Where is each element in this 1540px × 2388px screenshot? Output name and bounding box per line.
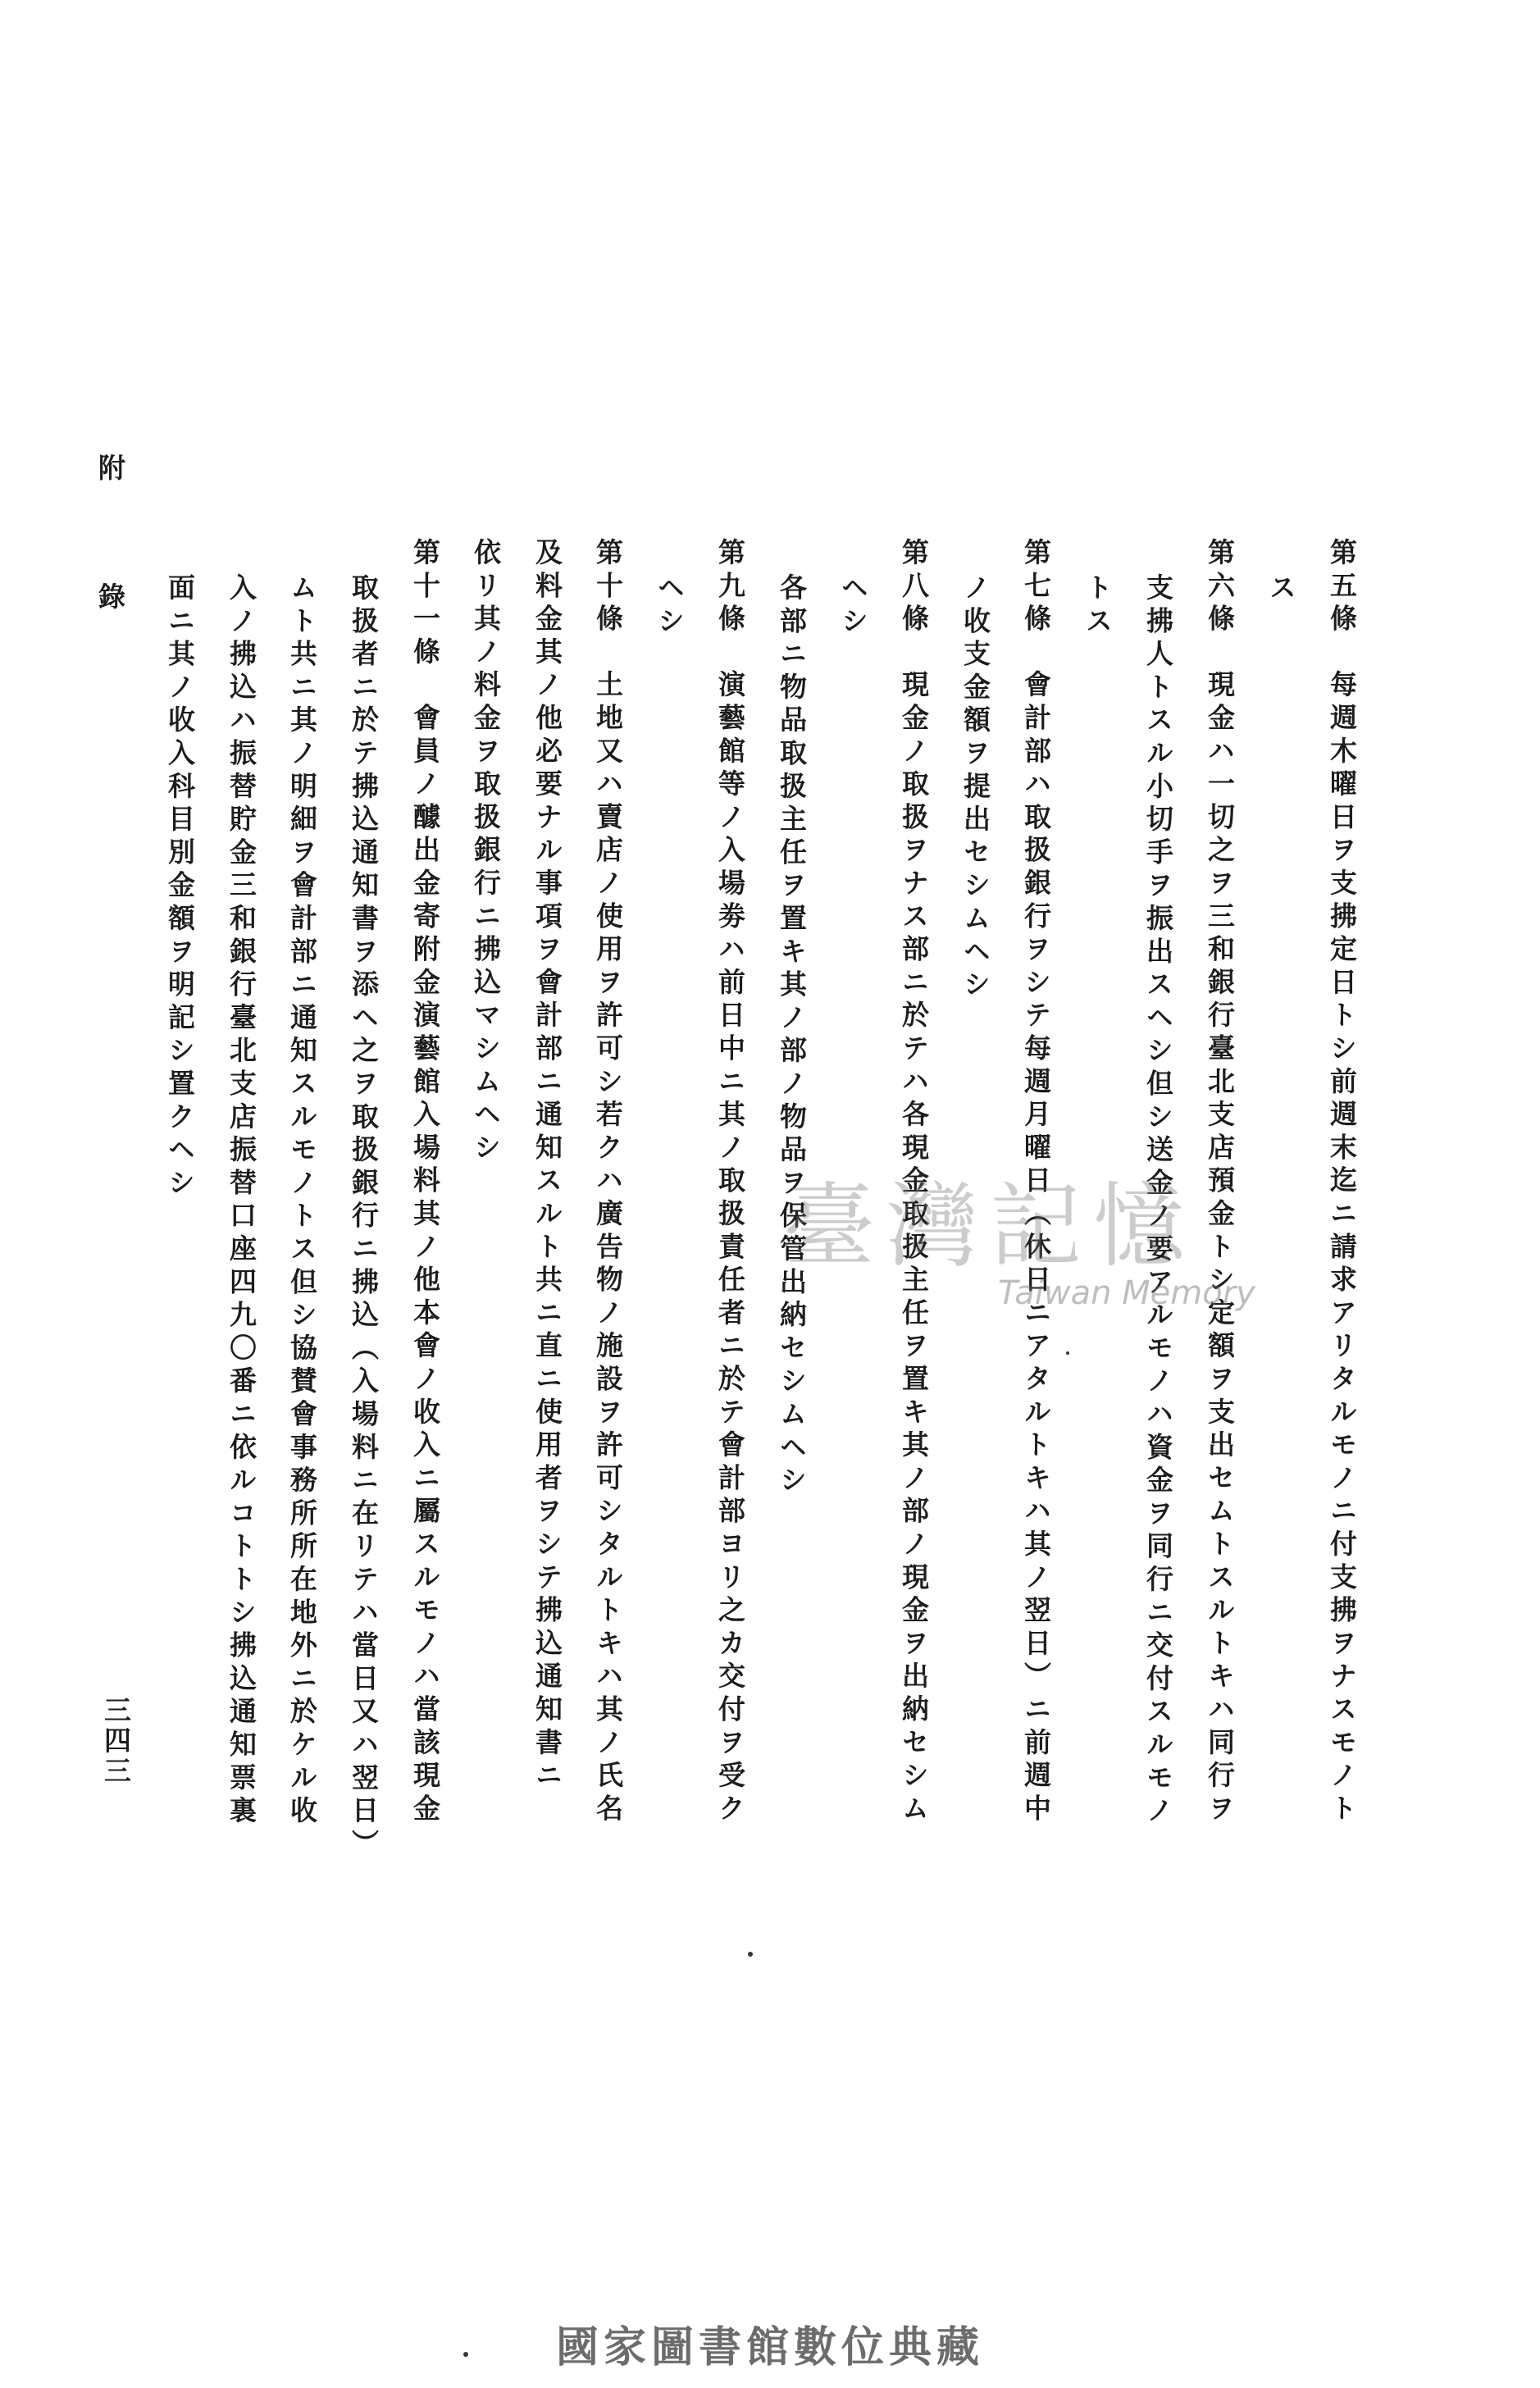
text-column: ムト共ニ其ノ明細ヲ會計部ニ通知スルモノトス但シ協賛會事務所所在地外ニ於ケル收 <box>286 573 318 1830</box>
text-column: ヘシ <box>837 573 869 640</box>
text-column: 支拂人トスル小切手ヲ振出スヘシ但シ送金ノ要アルモノハ資金ヲ同行ニ交付スルモノ <box>1142 573 1174 1830</box>
collection-footer: 國家圖書館數位典藏 <box>555 2323 984 2372</box>
print-speck <box>748 1952 753 1957</box>
running-head-bottom: 錄 <box>94 582 126 609</box>
text-column: 面ニ其ノ收入科目別金額ヲ明記シ置クヘシ <box>164 573 196 1201</box>
watermark-subtitle: Taiwan Memory <box>998 1274 1255 1312</box>
text-column: 第八條 現金ノ取扱ヲナス部ニ於テハ各現金取扱主任ヲ置キ其ノ部ノ現金ヲ出納セシム <box>898 538 930 1827</box>
text-column: 入ノ拂込ハ振替貯金三和銀行臺北支店振替口座四九〇番ニ依ルコトトシ拂込通知票裏 <box>226 573 257 1830</box>
text-column: 第九條 演藝館等ノ入場劵ハ前日中ニ其ノ取扱責任者ニ於テ會計部ヨリ之カ交付ヲ受ク <box>714 538 746 1827</box>
running-head-top: 附 <box>94 453 126 481</box>
text-column: 第七條 會計部ハ取扱銀行ヲシテ每週月曜日（休日ニアタルトキハ其ノ翌日）ニ前週中 <box>1020 538 1052 1827</box>
text-column: ス <box>1265 573 1297 607</box>
page-number: 三四三 <box>100 1696 132 1787</box>
text-column: 各部ニ物品取扱主任ヲ置キ其ノ部ノ物品ヲ保管出納セシムヘシ <box>776 573 808 1499</box>
text-column: 取扱者ニ於テ拂込通知書ヲ添ヘ之ヲ取扱銀行ニ拂込（入場料ニ在リテハ當日又ハ翌日） <box>348 573 380 1862</box>
text-column: 第五條 每週木曜日ヲ支拂定日トシ前週末迄ニ請求アリタルモノニ付支拂ヲナスモノト <box>1326 538 1358 1827</box>
text-column: ヘシ <box>654 573 686 640</box>
print-speck <box>1066 1351 1069 1355</box>
text-column: 及料金其ノ他必要ナル事項ヲ會計部ニ通知スルト共ニ直ニ使用者ヲシテ拂込通知書ニ <box>531 538 563 1794</box>
text-column: トス <box>1082 573 1114 640</box>
text-column: 第十一條 會員ノ醵出金寄附金演藝館入場料其ノ他本會ノ收入ニ屬スルモノハ當該現金 <box>409 538 441 1827</box>
text-column: ノ收支金額ヲ提出セシムヘシ <box>959 573 991 1003</box>
text-column: 第六條 現金ハ一切之ヲ三和銀行臺北支店預金トシ定額ヲ支出セムトスルトキハ同行ヲ <box>1204 538 1236 1827</box>
text-column: 第十條 土地又ハ賣店ノ使用ヲ許可シ若クハ廣告物ノ施設ヲ許可シタルトキハ其ノ氏名 <box>592 538 624 1827</box>
watermark-title: 臺灣記憶 <box>783 1173 1196 1280</box>
text-column: 依リ其ノ料金ヲ取扱銀行ニ拂込マシムヘシ <box>470 538 502 1166</box>
